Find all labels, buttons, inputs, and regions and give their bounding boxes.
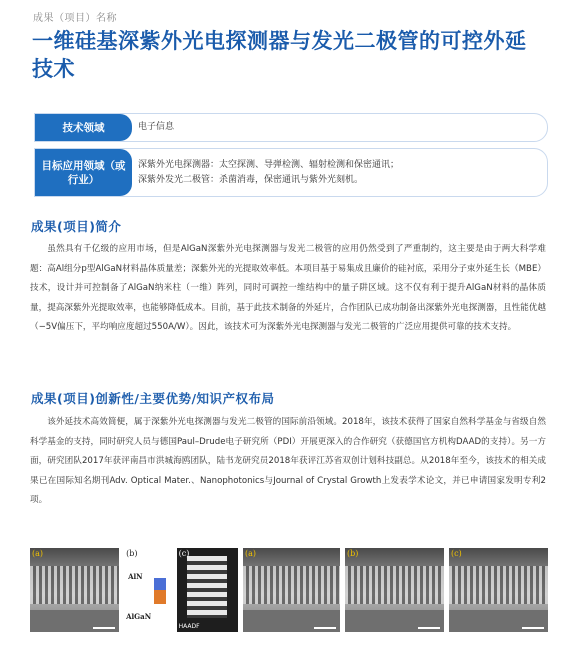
category-label: 成果（项目）名称 [33, 13, 117, 24]
figure-tag: (a) [244, 549, 256, 558]
figure-tag: (b) [126, 549, 138, 558]
innovation-section-title: 成果(项目)创新性/主要优势/知识产权布局 [31, 391, 275, 406]
tech-field-row [34, 113, 548, 142]
figure-tag: (c) [451, 549, 462, 558]
application-field-value [132, 149, 547, 196]
structure-diagram [124, 548, 172, 632]
intro-section-title: 成果(项目)简介 [31, 219, 122, 234]
application-line: 深紫外发光二极管：杀菌消毒，保密通讯与紫外光刻机。 [138, 174, 364, 185]
innovation-paragraph: 该外延技术高效简便，属于深紫外光电探测器与发光二极管的国际前沿领域。2018年，该技术获得了国家自然科学基金与省级自然科学基金的支持，同时研究人员与德国Paul–Drude电子研究所（PDI）开展更深入的合作研究（获德国官方机构DAAD的支持）。另一方面，研究团队2017年获评南昌市洪城海鸥团队，陆书龙研究员2018年获评江苏省双创计划科技副总。从2018年至今，该技术的相关成果已在国际知名期刊Adv. Optical Mater.、Nanophotonics与Journal of Crystal Growth上发表学术论文，并已申请国家发明专利2项。 [30, 417, 546, 506]
figure-tag: (b) [347, 549, 359, 558]
aln-label: AlN [128, 572, 143, 581]
algan-label: AlGaN [126, 612, 152, 621]
sem-image-b2 [345, 548, 444, 632]
page-title: 一维硅基深紫外光电探测器与发光二极管的可控外延技术 [32, 29, 527, 81]
tech-field-key: 技术领域 [35, 114, 132, 141]
sem-image-a [30, 548, 119, 632]
figure-tag: (c) [178, 549, 190, 558]
application-field-row [34, 148, 548, 197]
figure-strip [30, 548, 548, 632]
sem-image-a2 [243, 548, 340, 632]
haadf-image [177, 548, 238, 632]
figure-tag: (a) [32, 549, 44, 558]
tech-field-value: 电子信息 [138, 122, 175, 132]
sem-image-c2 [449, 548, 548, 632]
application-line: 深紫外光电探测器：太空探测、导弹检测、辐射检测和保密通讯； [138, 159, 400, 170]
application-field-key: 目标应用领域（或行业） [35, 149, 132, 196]
haadf-caption: HAADF [178, 623, 200, 630]
intro-paragraph: 虽然具有千亿级的应用市场，但是AlGaN深紫外光电探测器与发光二极管的应用仍然受到了严重制约，这主要是由于两大科学难题：高Al组分p型AlGaN材料晶体质量差；深紫外光的光提取效率低。本项目基于易集成且廉价的硅衬底，采用分子束外延生长（MBE）技术，设计并可控制备了AlGaN纳米柱（一维）阵列，同时可调控一维结构中的量子阱区域。这不仅有利于提升AlGaN材料的晶体质量，提高深紫外光提取效率，也能够降低成本。目前，基于此技术制备的外延片，合作团队已成功制备出深紫外光电探测器，且性能优越（−5V偏压下，平均响应度超过550A/W）。因此，该技术可为深紫外光电探测器与发光二极管的广泛应用提供可靠的技术支持。 [30, 244, 546, 333]
